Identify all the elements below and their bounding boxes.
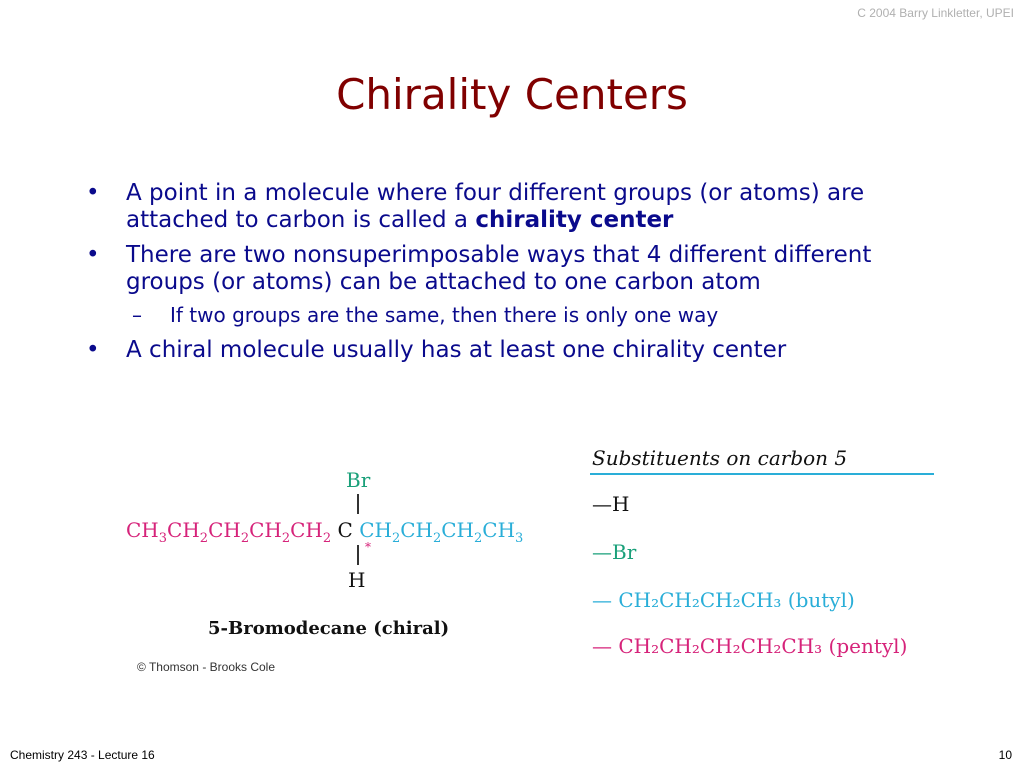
bullet-list bbox=[86, 180, 956, 372]
bullet-text: There are two nonsuperimposable ways that 4 different different groups (or atoms) can be attached to one carbon atom bbox=[126, 242, 872, 295]
bromine-label: Br bbox=[346, 468, 371, 492]
copyright-notice: C 2004 Barry Linkletter, UPEI bbox=[857, 6, 1014, 20]
bond-line-down bbox=[357, 545, 359, 565]
bullet-bold-term: chirality center bbox=[475, 207, 674, 233]
substituents-heading: Substituents on carbon 5 bbox=[592, 446, 848, 470]
bullet-text: A point in a molecule where four different groups (or atoms) are attached to carbon is called a bbox=[126, 180, 865, 233]
sub-bullet-text: If two groups are the same, then there is only one way bbox=[170, 303, 719, 327]
bullet-item bbox=[86, 337, 956, 364]
bond-line-up bbox=[357, 494, 359, 514]
substituent-pentyl: — CH₂CH₂CH₂CH₂CH₃ (pentyl) bbox=[592, 634, 908, 658]
substituent-hydrogen: —H bbox=[592, 492, 630, 516]
heading-underline bbox=[590, 473, 934, 475]
chain-right: $CH_2CH_2CH_2CH_3$ bbox=[359, 518, 524, 546]
page-number: 10 bbox=[998, 748, 1012, 762]
bromodecane-formula bbox=[126, 518, 523, 546]
figure-credit: © Thomson - Brooks Cole bbox=[137, 660, 276, 674]
substituent-butyl: — CH₂CH₂CH₂CH₃ (butyl) bbox=[592, 588, 855, 612]
bullet-mark: • bbox=[86, 337, 100, 363]
bullet-item bbox=[86, 242, 956, 296]
hydrogen-label: H bbox=[348, 568, 366, 592]
bullet-text: A chiral molecule usually has at least one chirality center bbox=[126, 337, 787, 363]
footer-course: Chemistry 243 - Lecture 16 bbox=[10, 748, 155, 762]
sub-bullet-item bbox=[86, 302, 956, 329]
slide-title: Chirality Centers bbox=[336, 70, 688, 119]
chirality-star: * bbox=[365, 540, 371, 554]
dash-mark: – bbox=[132, 303, 142, 327]
figure-caption: 5-Bromodecane (chiral) bbox=[208, 618, 450, 639]
bullet-mark: • bbox=[86, 180, 100, 206]
substituent-bromine: —Br bbox=[592, 540, 637, 564]
chain-left: $CH_3CH_2CH_2CH_2CH_2$ bbox=[126, 518, 332, 546]
bullet-mark: • bbox=[86, 242, 100, 268]
bullet-item bbox=[86, 180, 956, 234]
chirality-center-carbon: C bbox=[337, 518, 353, 542]
